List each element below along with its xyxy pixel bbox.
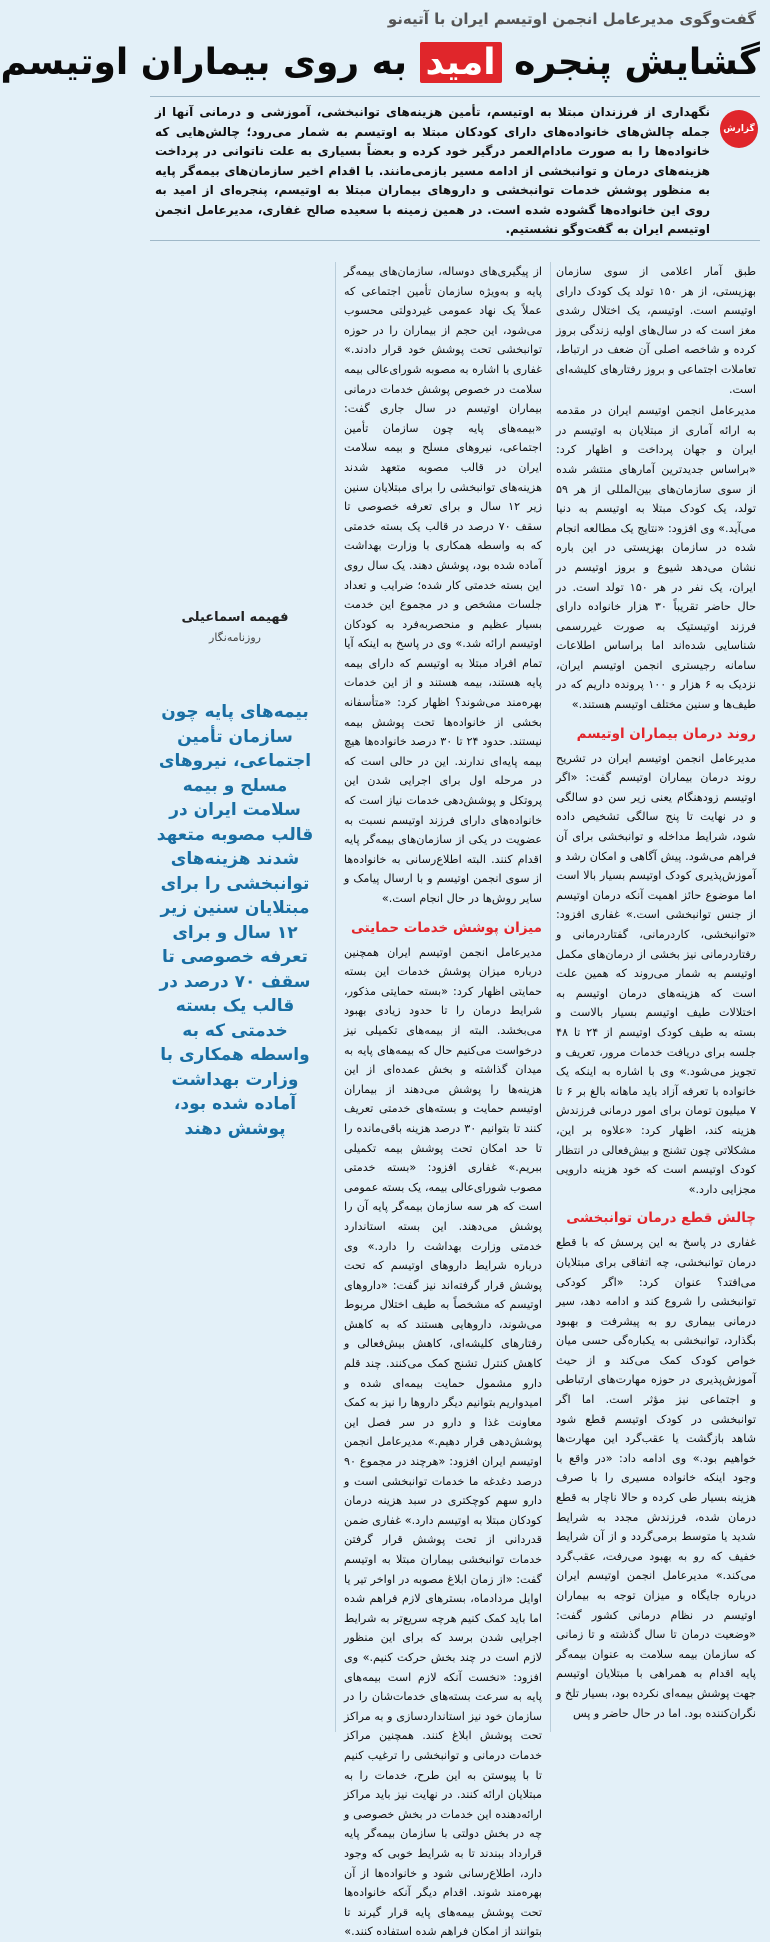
paragraph: طبق آمار اعلامی از سوی سازمان بهزیستی، از هر ۱۵۰ تولد یک کودک دارای اوتیسم است. اوتیسم، یک اختلال رشدی مغز است که در سال‌های اولیه زندگی بروز کرده و شاخصه اصلی آن ضعف در ارتباط، تعاملات اجتماعی و بروز رفتارهای کلیشه‌ای است. (556, 265, 757, 396)
subheading: میزان پوشش خدمات حمایتی (350, 919, 542, 936)
lead-paragraph: نگهداری از فرزندان مبتلا به اوتیسم، تأمین هزینه‌های توانبخشی، آموزشی و درمانی آنها از جمله چالش‌های خانواده‌های دارای کودکان مبتلا به اوتیسم به شمار می‌رود؛ چالش‌هایی که خانواده‌ها را به صورت مادام‌العمر درگیر خود کرده و بعضاً بسیاری به علت ناتوانی در پرداخت هزینه‌های درمان و توانبخشی از ادامه مسیر بازمی‌مانند. با اقدام اخیر سازمان‌های بیمه‌گر پایه به منظور پوشش خدمات توانبخشی و داروهای بیماران مبتلا به اوتیسم، پنجره‌ای از امید به روی این خانواده‌ها گشوده شده است. در همین زمینه با سعیده صالح غفاری، مدیرعامل انجمن اوتیسم ایران به گفت‌وگو نشستیم. (155, 105, 710, 236)
subheading: چالش قطع درمان توانبخشی (566, 1210, 756, 1227)
author-name: فهیمه اسماعیلی (181, 610, 289, 625)
headline-highlight: امید (420, 42, 502, 83)
report-badge: گزارش (720, 110, 758, 148)
pull-quote: بیمه‌های پایه چون سازمان تأمین اجتماعی، نیروهای مسلح و بیمه سلامت ایران در قالب مصوبه متعهد شدند هزینه‌های توانبخشی را برای مبتلایان سنین زیر ۱۲ سال و برای تعرفه خصوصی تا سقف ۷۰ درصد در قالب یک بسته خدمتی که به واسطه همکاری با وزارت بهداشت آماده شده بود، پوشش دهند (156, 702, 314, 1139)
top-divider (150, 96, 760, 97)
subheading: روند درمان بیماران اوتیسم (576, 725, 756, 742)
lead-divider (150, 240, 760, 241)
paragraph: از پیگیری‌های دوساله، سازمان‌های بیمه‌گر پایه و به‌ویژه سازمان تأمین اجتماعی که عملاً یک نهاد عمومی غیردولتی محسوب می‌شود، این حجم از بیماران را در حوزه توانبخشی تحت پوشش خود قرار دادند.» غفاری با اشاره به مصوبه شورای‌عالی بیمه سلامت در خصوص پوشش خدمات درمانی بیماران اوتیسم در سال جاری گفت: «بیمه‌های پایه چون سازمان تأمین اجتماعی، نیروهای مسلح و بیمه سلامت ایران در قالب مصوبه متعهد شدند هزینه‌های توانبخشی را برای مبتلایان سنین زیر ۱۲ سال و برای تعرفه خصوصی تا سقف ۷۰ درصد در قالب یک بسته خدمتی که به واسطه همکاری با وزارت بهداشت آماده شده بود، پوشش دهند. یک سال روی این بسته خدمتی کار شده؛ ضرایب و تعداد جلسات مشخص و در مجموع این خدمت بسیار عظیم و منحصربه‌فرد به کودکان اوتیسم ارائه شد.» وی در پاسخ به اینکه آیا تمام افراد مبتلا به اوتیسم که دارای بیمه پایه هستند، بیمه هستند و از این خدمات بهره‌مند می‌شوند؟ اظهار کرد: «متأسفانه بخشی از خانواده‌ها تحت پوشش بیمه نیستند. حدود ۲۴ تا ۳۰ درصد خانواده‌ها هیچ بیمه پایه‌ای ندارند. این در حالی است که در مرحله اول برای اجرایی شدن این پروتکل و پوشش‌دهی خدمات نیاز است که خانواده‌های دارای فرزند اوتیسم نسبت به عضویت در یکی از سازمان‌های بیمه‌گر پایه اقدام کنند. البته اطلاع‌رسانی به خانواده‌ها از سوی انجمن اوتیسم و با ارسال پیامک و سایر روش‌ها در حال انجام است.» (344, 265, 543, 905)
article-column-1 (556, 262, 756, 1732)
kicker: گفت‌وگوی مدیرعامل انجمن اوتیسم ایران با آتیه‌نو (387, 10, 756, 28)
headline-part-2: به روی بیماران اوتیسم (0, 42, 420, 83)
paragraph: مدیرعامل انجمن اوتیسم ایران در تشریح روند درمان بیماران اوتیسم گفت: «اگر اوتیسم زودهنگام یعنی زیر سن دو سالگی و در نهایت تا پنج سالگی تشخیص داده شود، شرایط مداخله و توانبخشی برای آن فراهم می‌شود. پیش آگاهی و امکان رشد و آموزش‌پذیری کودک اوتیسم بسیار بالا است اما موضوع حائز اهمیت آنکه درمان اوتیسم از جنس توانبخشی است.» غفاری افزود: «توانبخشی، کاردرمانی، گفتاردرمانی و رفتاردرمانی نیز بخشی از درمان‌های مکمل اوتیسم به شمار می‌روند که همین علت است که هزینه‌های درمان اوتیسم به اختلالات طیف اوتیسم بسیار بالاست و بسته به طیف کودک اوتیسم از ۲۴ تا ۴۸ جلسه برای دریافت خدمات مرور، تعریف و تجویز می‌شود.» وی با اشاره به اینکه یک خانواده با تعرفه آزاد باید ماهانه بالغ بر ۶ تا ۷ میلیون تومان برای امور درمانی فرزندش هزینه کند، اظهار کرد: «علاوه بر این، مشکلاتی چون تشنج و بیش‌فعالی در انتظار کودک اوتیسم است که خود هزینه دارویی مجزایی دارد.» (556, 751, 756, 1196)
paragraph: مدیرعامل انجمن اوتیسم ایران همچنین درباره میزان پوشش خدمات این بسته حمایتی اظهار کرد: «بسته حمایتی مذکور، شرایط درمان را تا حدود زیادی بهبود می‌بخشد. البته از بیمه‌های تکمیلی نیز درخواست می‌کنیم حال که بیمه‌های پایه به میدان گذاشته و بخش عمده‌ای از این هزینه‌ها را پوشش می‌دهند از بیماران اوتیسم حمایت و بسته‌های خدمتی تعریف کنند تا بتوانیم ۳۰ درصد هزینه باقی‌مانده را تا حد امکان تحت پوشش بیمه تکمیلی ببریم.» غفاری افزود: «بسته خدمتی مصوب شورای‌عالی بیمه، یک بسته عمومی است که هر سه سازمان بیمه‌گر پایه آن را پوشش می‌دهند. این بسته استاندارد خدمتی وزارت بهداشت را دارد.» وی درباره شرایط داروهای اوتیسم که تحت پوشش قرار گرفته‌اند نیز گفت: «داروهای اوتیسم که مشخصاً به طیف اختلال مربوط می‌شوند، داروهایی هستند که به کاهش رفتارهای کلیشه‌ای، کاهش بیش‌فعالی و کاهش کنترل تشنج کمک می‌کنند. چند قلم دارو مشمول حمایت بیمه‌ای شده و امیدواریم بتوانیم دیگر داروها را نیز به کمک معاونت غذا و دارو در سر فصل این پوشش‌دهی قرار دهیم.» مدیرعامل انجمن اوتیسم ایران افزود: «هرچند در مجموع ۹۰ درصد دغدغه ما خدمات توانبخشی است و دارو سهم کوچکتری در سبد هزینه درمان کودکان مبتلا به اوتیسم دارد.» غفاری ضمن قدردانی از تحت پوشش قرار گرفتن خدمات توانبخشی بیماران مبتلا به اوتیسم گفت: «از زمان ابلاغ مصوبه در اواخر تیر یا اوایل مردادماه، بسترهای لازم فراهم شده اما باید کمک کنیم هرچه سریع‌تر به شرایط اجرایی شدن برسد که برای این منظور لازم است در چند بخش حرکت کنیم.» وی افزود: «نخست آنکه لازم است بیمه‌های پایه به سرعت بسته‌های خدمات‌شان را در سازمان خود نیز استانداردسازی و به مراکز تحت پوشش ابلاغ کنند. همچنین مراکز خدمات درمانی و توانبخشی را ترغیب کنیم تا با پیوستن به این طرح، خدمات را به مبتلایان ارائه کنند. در نهایت نیز باید مراکز ارائه‌دهنده این خدمات در بخش خصوصی و چه در بخش دولتی با سازمان بیمه‌گر پایه قرارداد ببندند تا به شرایط خوبی که وجود دارد، اطلاع‌رسانی شود و خانواده‌ها از آن بهره‌مند شوند. اقدام دیگر آنکه خانواده‌ها تحت پوشش بیمه‌های پایه قرار گیرند تا بتوانند از امکان فراهم شده استفاده کنند.» (344, 945, 542, 1939)
paragraph: غفاری در پاسخ به این پرسش که با قطع درمان توانبخشی، چه اتفاقی برای مبتلایان می‌افتد؟ عنوان کرد: «اگر کودکی توانبخشی را شروع کند و ادامه دهد، سیر درمانی بیماری رو به پیشرفت و بهبود بگذارد، توانبخشی به یکباره‌گی حسی میان خواص کودک کمک می‌کند و از حیث آموزش‌پذیری در حوزه مهارت‌های ارتباطی و اجتماعی نیز مؤثر است. اما اگر توانبخشی در کودک اوتیسم قطع شود شاهد بازگشت یا عقب‌گرد این مهارت‌ها خواهیم بود.» وی ادامه داد: «در واقع با وجود اینکه خانواده مسیری را با صرف هزینه بسیار طی کرده و حالا ناچار به قطع درمان شده، فرزندش مجدد به شرایط شدید یا متوسط برمی‌گردد و از آن شرایط خفیف که رو به بهبود می‌رفت، عقب‌گرد می‌کند.» مدیرعامل انجمن اوتیسم ایران درباره جایگاه و میزان توجه به بیماران اوتیسم در نظام درمانی کشور گفت: «وضعیت درمان تا سال گذشته و تا زمانی که سازمان بیمه سلامت به عنوان بیمه‌گر پایه اقدام به همراهی با مبتلایان اوتیسم جهت پوشش بیمه‌ای نکرده بود، بسیار تلخ و نگران‌کننده بود. اما در حال حاضر و پس (556, 1236, 756, 1720)
paragraph: مدیرعامل انجمن اوتیسم ایران در مقدمه به ارائه آماری از مبتلایان به اوتیسم در ایران و جهان پرداخت و اظهار کرد: «براساس جدیدترین آمارهای منتشر شده از سوی سازمان‌های بین‌المللی از هر ۵۹ تولد، یک کودک مبتلا به اوتیسم به دنیا می‌آید.» وی افزود: «نتایج یک مطالعه انجام شده در سازمان بهزیستی در این باره نشان می‌دهد شیوع و بروز اوتیسم در ایران، یک نفر در هر ۱۵۰ تولد است. در حال حاضر تقریباً ۳۰ هزار خانواده دارای فرزند اوتیستیک به صورت غیررسمی شناسایی شده‌اند اما براساس اطلاعات سامانه رجیستری انجمن اوتیسم ایران، نزدیک به ۶ هزار و ۱۰۰ پرونده داریم که در طیف‌ها و سنین مختلف اوتیسم هستند.» (556, 404, 756, 712)
column-divider (550, 262, 551, 1732)
article-column-2 (344, 262, 543, 1939)
headline-part-1: گشایش پنجره (501, 42, 760, 83)
column-divider (335, 262, 336, 1732)
author-role: روزنامه‌نگار (209, 631, 261, 644)
headline (0, 36, 760, 90)
author-block (155, 610, 315, 644)
